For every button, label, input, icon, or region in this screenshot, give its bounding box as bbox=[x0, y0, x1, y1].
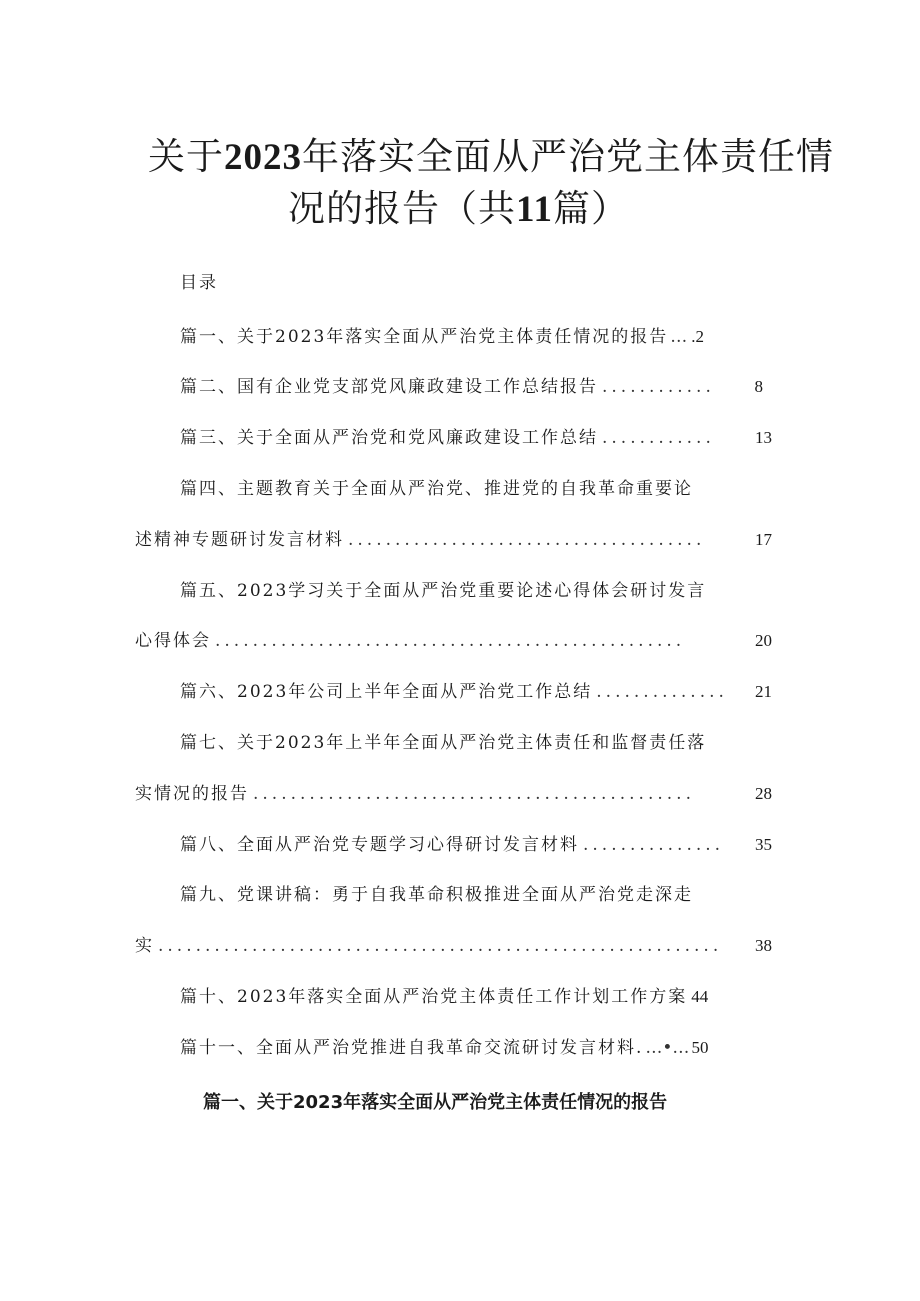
toc-entry-11[interactable]: 篇十一、全面从严治党推进自我革命交流研讨发言材料. …•… 50 bbox=[180, 1038, 709, 1058]
toc-entry-8[interactable]: 篇八、全面从严治党专题学习心得研讨发言材料 ............... 35 bbox=[180, 835, 772, 855]
toc-entry-6[interactable]: 篇六、2023年公司上半年全面从严治党工作总结 .............. 21 bbox=[180, 682, 772, 702]
toc-label: 目录 bbox=[180, 273, 218, 293]
title-line-2: 况的报告（共11篇） bbox=[288, 187, 629, 230]
toc-entry-3[interactable]: 篇三、关于全面从严治党和党风廉政建设工作总结 ............ 13 bbox=[180, 428, 772, 448]
section-heading: 篇一、关于2023年落实全面从严治党主体责任情况的报告 bbox=[203, 1092, 668, 1113]
toc-entry-4-line-2[interactable]: 述精神专题研讨发言材料 ...................................... 17 bbox=[135, 530, 772, 550]
toc-entry-4-line-1[interactable]: 篇四、主题教育关于全面从严治党、推进党的自我革命重要论 bbox=[180, 479, 693, 499]
toc-entry-2[interactable]: 篇二、国有企业党支部党风廉政建设工作总结报告 ............ 8 bbox=[180, 377, 763, 397]
toc-entry-7-line-2[interactable]: 实情况的报告 ............................................... 28 bbox=[135, 784, 772, 804]
toc-entry-5-line-1[interactable]: 篇五、2023学习关于全面从严治党重要论述心得体会研讨发言 bbox=[180, 581, 707, 601]
toc-entry-5-line-2[interactable]: 心得体会 .................................................. 20 bbox=[135, 631, 772, 651]
toc-entry-7-line-1[interactable]: 篇七、关于2023年上半年全面从严治党主体责任和监督责任落 bbox=[180, 733, 707, 753]
title-line-1: 关于2023年落实全面从严治党主体责任情 bbox=[148, 135, 834, 178]
toc-entry-1[interactable]: 篇一、关于2023年落实全面从严治党主体责任情况的报告 … .2 bbox=[180, 327, 705, 347]
toc-entry-9-line-1[interactable]: 篇九、党课讲稿：勇于自我革命积极推进全面从严治党走深走 bbox=[180, 885, 693, 905]
toc-entry-9-line-2[interactable]: 实 ............................................................ 38 bbox=[135, 936, 772, 956]
toc-entry-10[interactable]: 篇十、2023年落实全面从严治党主体责任工作计划工作方案 44 bbox=[180, 987, 709, 1007]
